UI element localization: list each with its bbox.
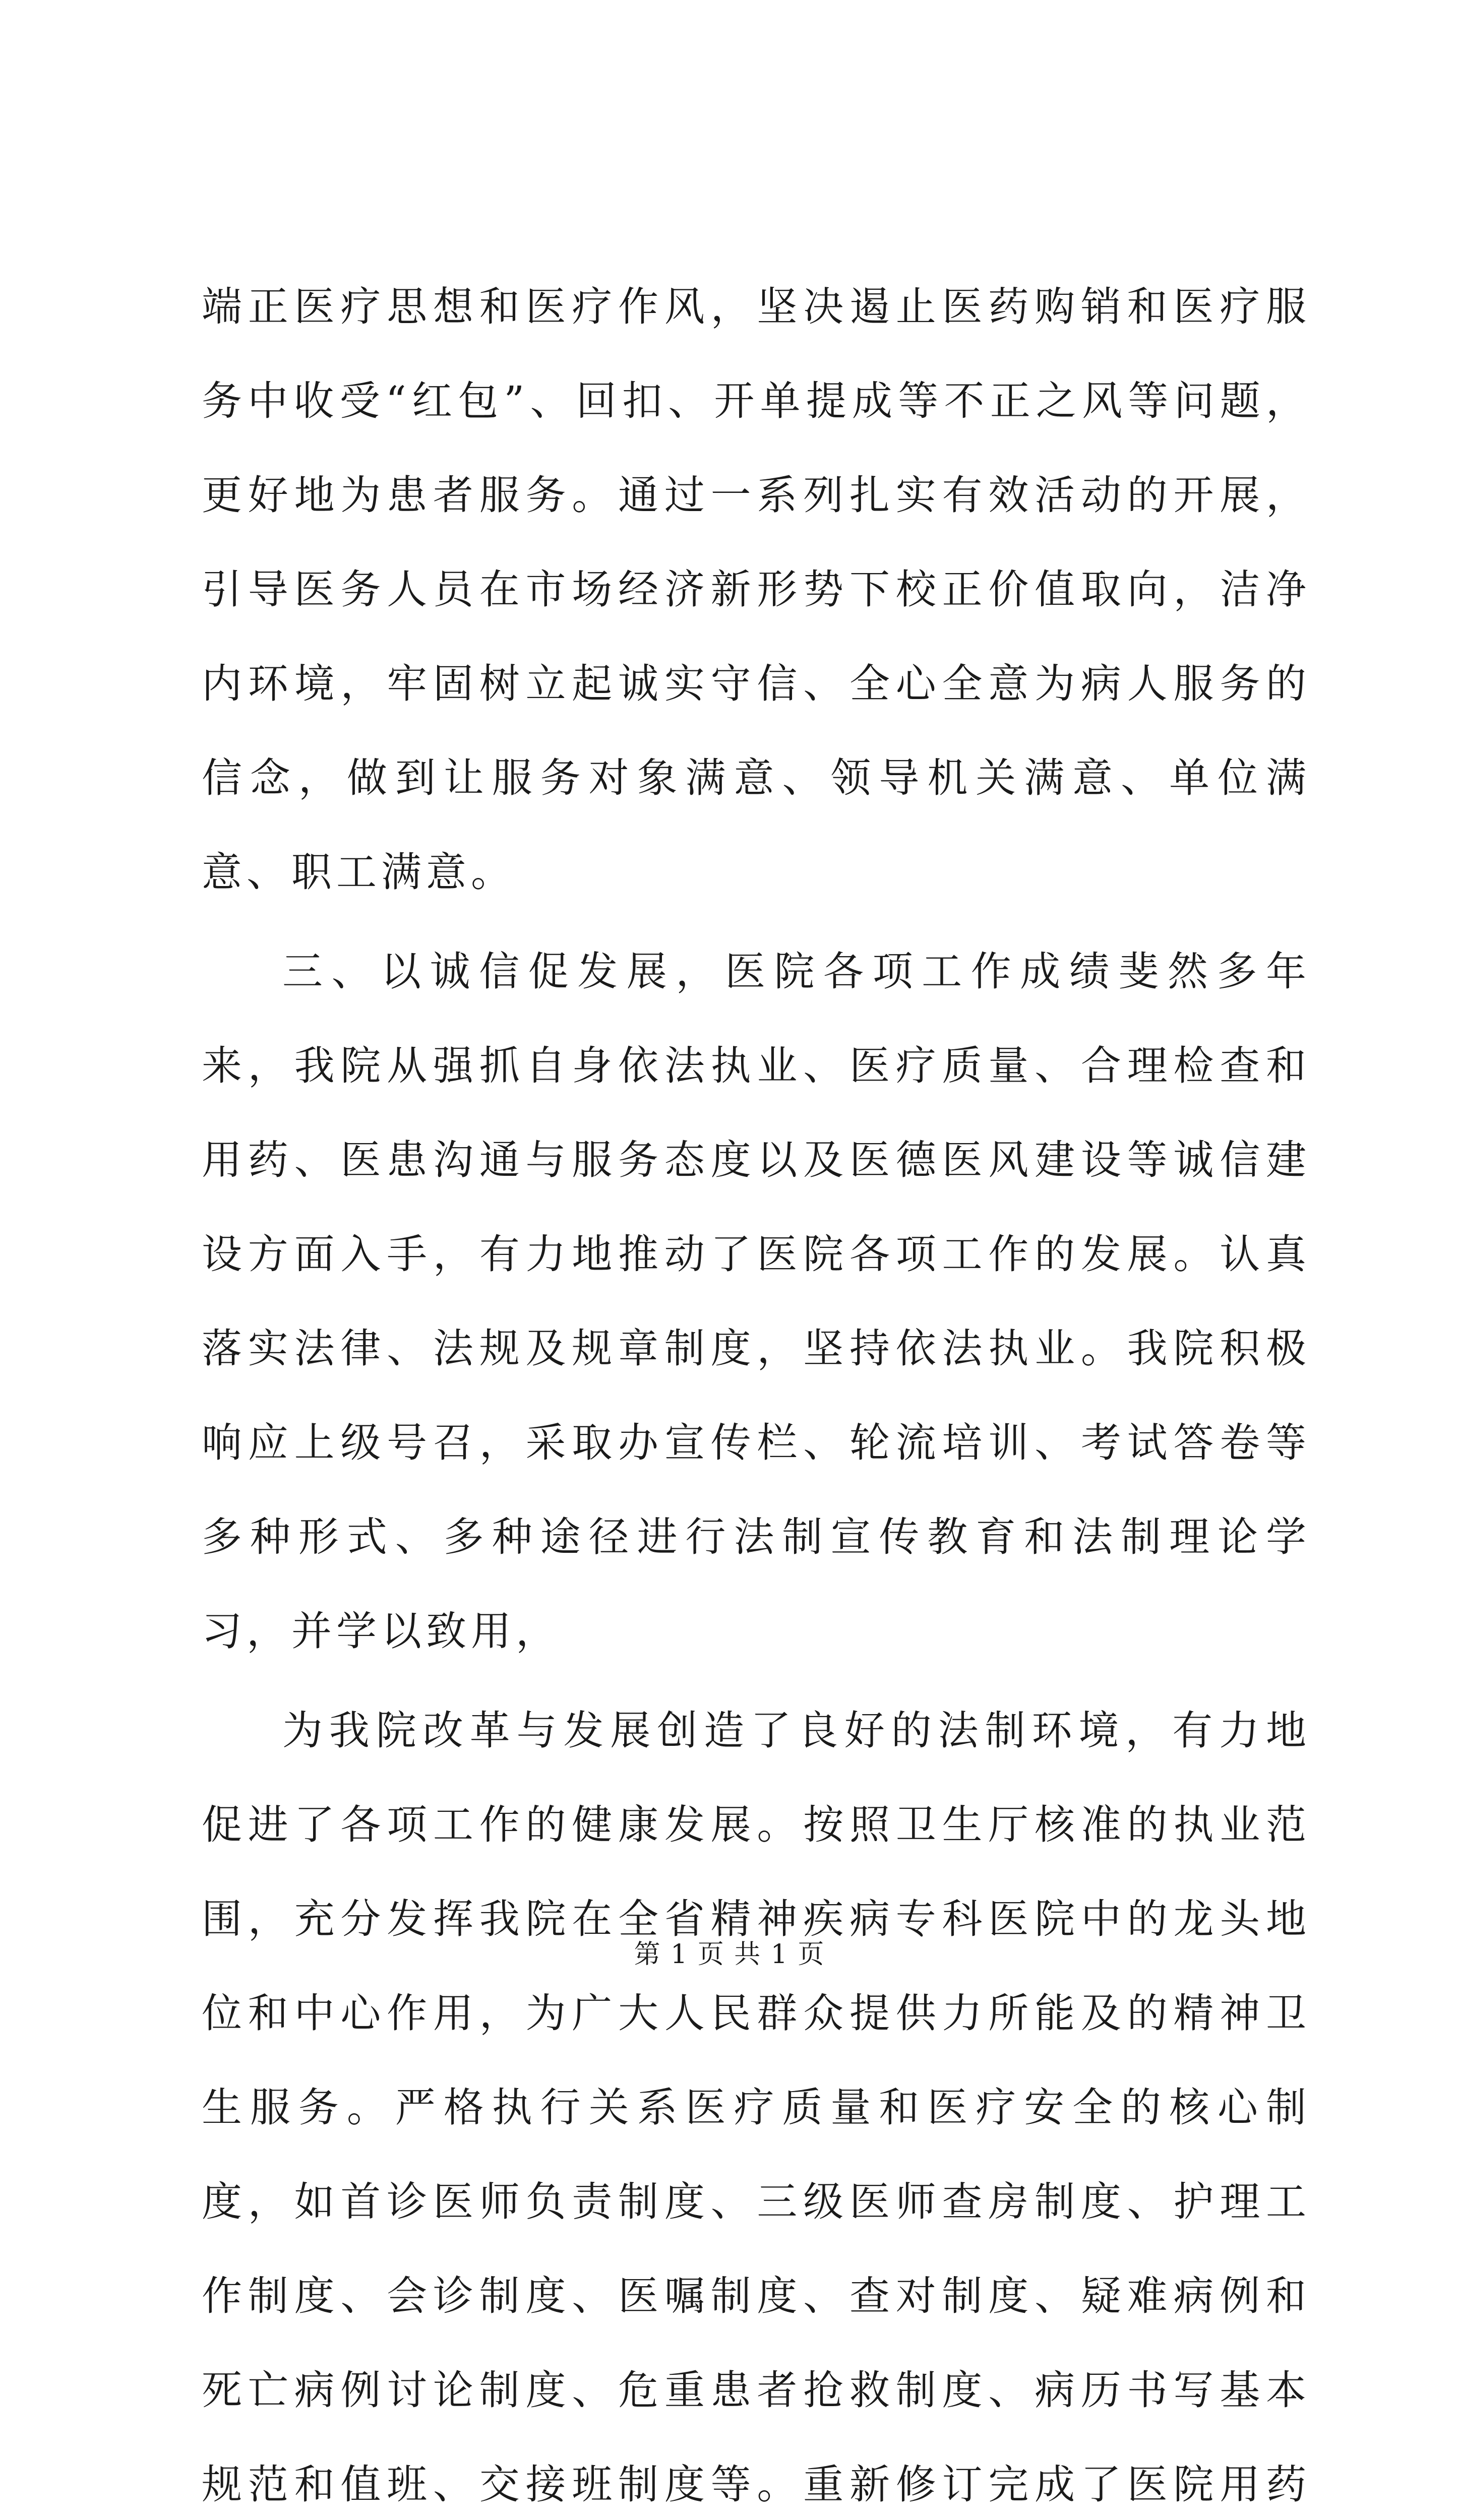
- body-text: [202, 260, 1311, 2520]
- page-number-footer: 第 1 页 共 1 页: [634, 1939, 825, 1970]
- paragraph-continuation: 端正医疗思想和医疗作风，坚决遏止医药购销和医疗服务中收受“红包”、回扣、开单提成等不正之风等问题，更好地为患者服务。通过一系列扎实有效活动的开展，引导医务人员在市场经济新形势下校正价值取向，洁净内环境，牢固树立起诚实守信、全心全意为病人服务的信念，做到让服务对象满意、领导机关满意、单位满意、职工满意。: [202, 283, 1311, 896]
- paragraph-legal-environment: 为我院改革与发展创造了良好的法制环境，有力地促进了各项工作的健康发展。按照卫生厅核准的执业范围，充分发挥我院在全省精神疾病专科医院中的龙头地位和中心作用，为广大人民群众提供力所能及的精神卫生服务。严格执行关系医疗质量和医疗安全的核心制度，如首诊医师负责制度、三级医师查房制度、护理工作制度、会诊制度、医嘱制度、查对制度、疑难病例和死亡病例讨论制度、危重患者抢救制度、病历书写基本规范和值班、交接班制度等。重新修订完成了医院用药: [202, 1707, 1311, 2508]
- paragraph-section-three: 三、以诚信促发展，医院各项工作成绩斐然多年来，我院从强抓自身依法执业、医疗质量、合理检查和用药、医患沟通与服务态度以及医德医风建设等诚信建设方面入手，有力地推动了医院各项工作的发展。认真落实法律、法规及规章制度，坚持依法执业。我院积极响应上级号召，采取办宣传栏、轮流培训、考试答卷等多种形式、多种途径进行法制宣传教育和法制理论学习，并学以致用，: [202, 948, 1311, 1655]
